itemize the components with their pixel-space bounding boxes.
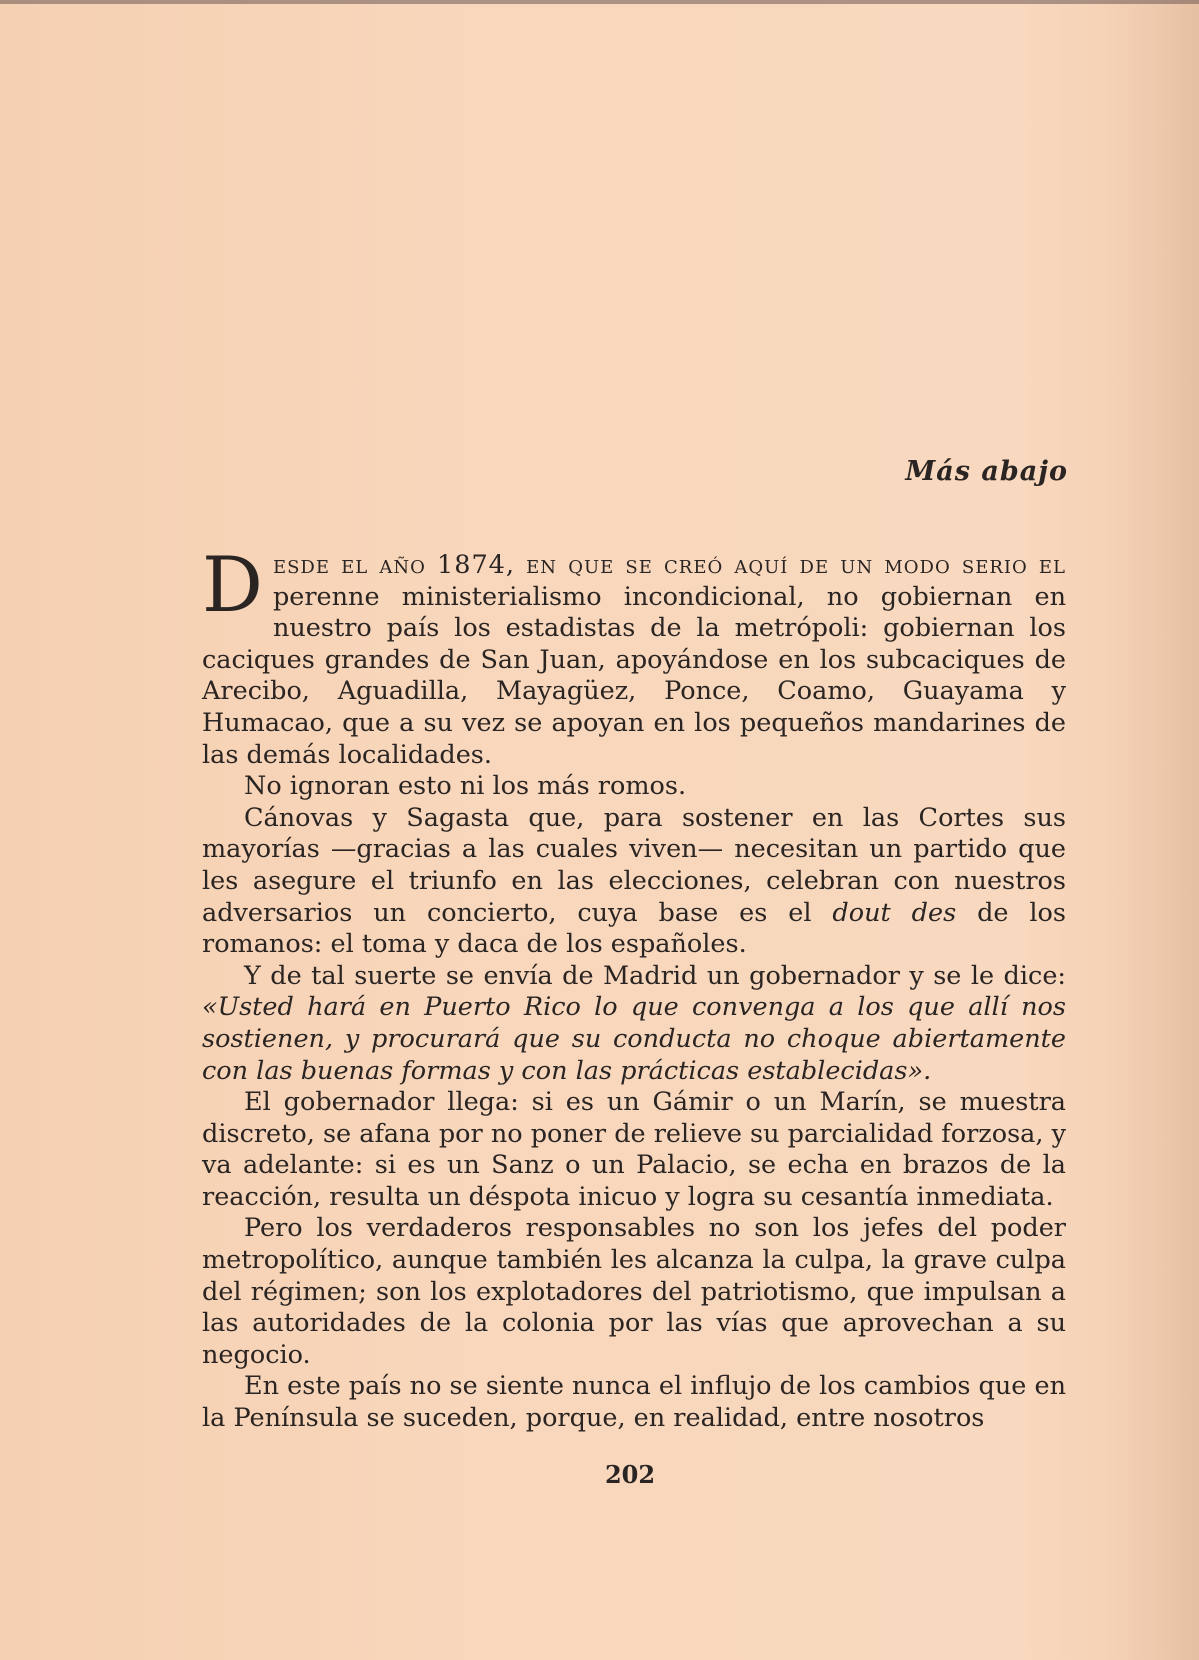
body-text <box>202 540 1066 1435</box>
page-number: 202 <box>604 1460 656 1489</box>
paragraph-5: El gobernador llega: si es un Gámir o un Marín, se muestra discreto, se afana por no poner de relieve su parcialidad forzosa, y va adelante: si es un Sanz o un Palacio, se echa en brazos de la reacción, resulta un déspota inicuo y logra su cesantía inmediata. <box>202 1087 1066 1212</box>
opening-small-caps: esde el año 1874, en que se creó aquí de un modo serio el <box>272 550 1066 580</box>
paragraph-4-text-a: Y de tal suerte se envía de Madrid un gobernador y se le dice: <box>244 960 1066 991</box>
paragraph-3-text-a: Cánovas y Sagasta que, para sostener en las Cortes sus mayorías —gracias a las cuales viven— necesitan un partido que les asegure el triunfo en las elecciones, celebran con nuestros adversarios un concierto, cuya base es el <box>202 802 1066 928</box>
page-fold-shadow <box>1100 0 1199 1660</box>
page-top-edge <box>0 0 1199 4</box>
paragraph-3-italic: dout des <box>832 897 957 928</box>
paragraph-4 <box>202 961 1066 1087</box>
paragraph-1 <box>202 540 1066 771</box>
drop-cap: D <box>202 540 263 629</box>
paragraph-7: En este país no se siente nunca el influjo de los cambios que en la Península se suceden, porque, en realidad, entre nosotros <box>202 1371 1066 1434</box>
paragraph-1-rest: perenne ministerialismo incondicional, no gobiernan en nuestro país los estadistas de la metrópoli: gobiernan los caciques grandes de San Juan, apoyándose en los subcaciques de Arecibo, Aguadilla, Mayagüez, Ponce, Coamo, Guayama y Humacao, que a su vez se apoyan en los pequeños mandarines de las demás localidades. <box>202 581 1066 770</box>
paragraph-2: No ignoran esto ni los más romos. <box>244 771 687 802</box>
paragraph-3-text-b: de los romanos: el toma y daca de los españoles. <box>202 897 1066 960</box>
paragraph-4-quote: «Usted hará en Puerto Rico lo que convenga a los que allí nos sostienen, y procurará que su conducta no choque abiertamente con las buenas formas y con las prácticas establecidas». <box>202 992 1066 1086</box>
section-title: Más abajo <box>905 456 1068 487</box>
paragraph-3 <box>202 803 1066 961</box>
paragraph-6: Pero los verdaderos responsables no son los jefes del poder metropolítico, aunque también les alcanza la culpa, la grave culpa del régimen; son los explotadores del patriotismo, que impulsan a las autoridades de la colonia por las vías que aprovechan a su negocio. <box>202 1213 1066 1370</box>
